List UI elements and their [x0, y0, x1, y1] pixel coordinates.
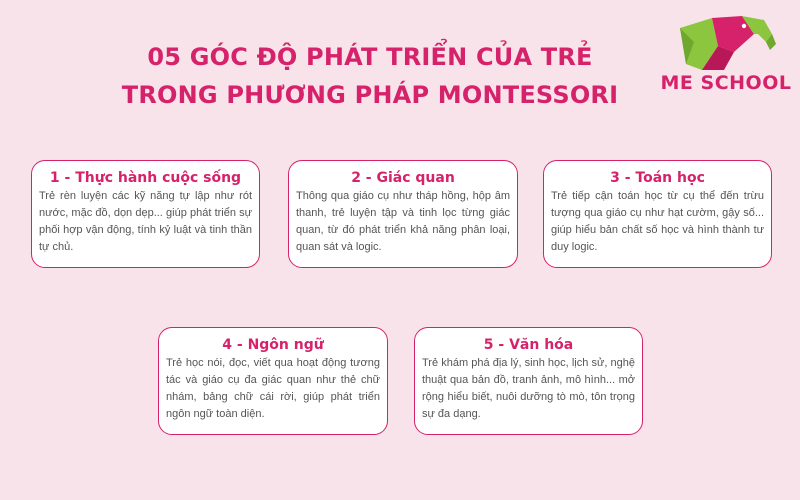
card-body: Trẻ học nói, đọc, viết qua hoạt động tương tác và giáo cụ đa giác quan như thẻ chữ nhám, bảng chữ cái rời, giúp phát triển ngôn ngữ toàn diện. — [166, 357, 380, 420]
card-body: Trẻ rèn luyện các kỹ năng tự lập như rót nước, mặc đồ, dọn dẹp... giúp phát triển sự phối hợp vận động, tính kỷ luật và tinh thần tự chủ. — [39, 190, 252, 253]
card-title: 1 - Thực hành cuộc sống — [49, 170, 242, 186]
me-school-logo — [660, 8, 792, 100]
page-title-line-1: 05 GÓC ĐỘ PHÁT TRIỂN CỦA TRẺ — [147, 43, 593, 71]
card-title: 5 - Văn hóa — [483, 337, 574, 353]
card-title: 3 - Toán học — [610, 170, 705, 186]
elephant-icon — [672, 12, 780, 74]
card-toan-hoc — [543, 160, 772, 268]
card-title: 2 - Giác quan — [351, 170, 455, 186]
card-ngon-ngu — [158, 327, 388, 435]
page-title — [100, 38, 640, 114]
card-thuc-hanh-cuoc-song — [31, 160, 260, 268]
card-body: Trẻ khám phá địa lý, sinh học, lịch sử, nghệ thuật qua bản đồ, tranh ảnh, mô hình... mở rộng hiểu biết, nuôi dưỡng tò mò, tôn trọng sự đa dạng. — [422, 357, 635, 420]
card-giac-quan — [288, 160, 518, 268]
card-van-hoa — [414, 327, 643, 435]
logo-text: ME SCHOOL — [660, 72, 792, 94]
card-body: Thông qua giáo cụ như tháp hồng, hộp âm thanh, trẻ luyện tập và tinh lọc từng giác quan, từ đó phát triển khả năng phân loại, quan sát và logic. — [296, 190, 510, 253]
page-title-line-2: TRONG PHƯƠNG PHÁP MONTESSORI — [121, 81, 619, 109]
card-body: Trẻ tiếp cận toán học từ cụ thể đến trừu tượng qua giáo cụ như hạt cườm, gậy số... giúp hiểu bản chất số học và hình thành tư duy logic. — [551, 190, 764, 253]
card-title: 4 - Ngôn ngữ — [222, 337, 324, 353]
